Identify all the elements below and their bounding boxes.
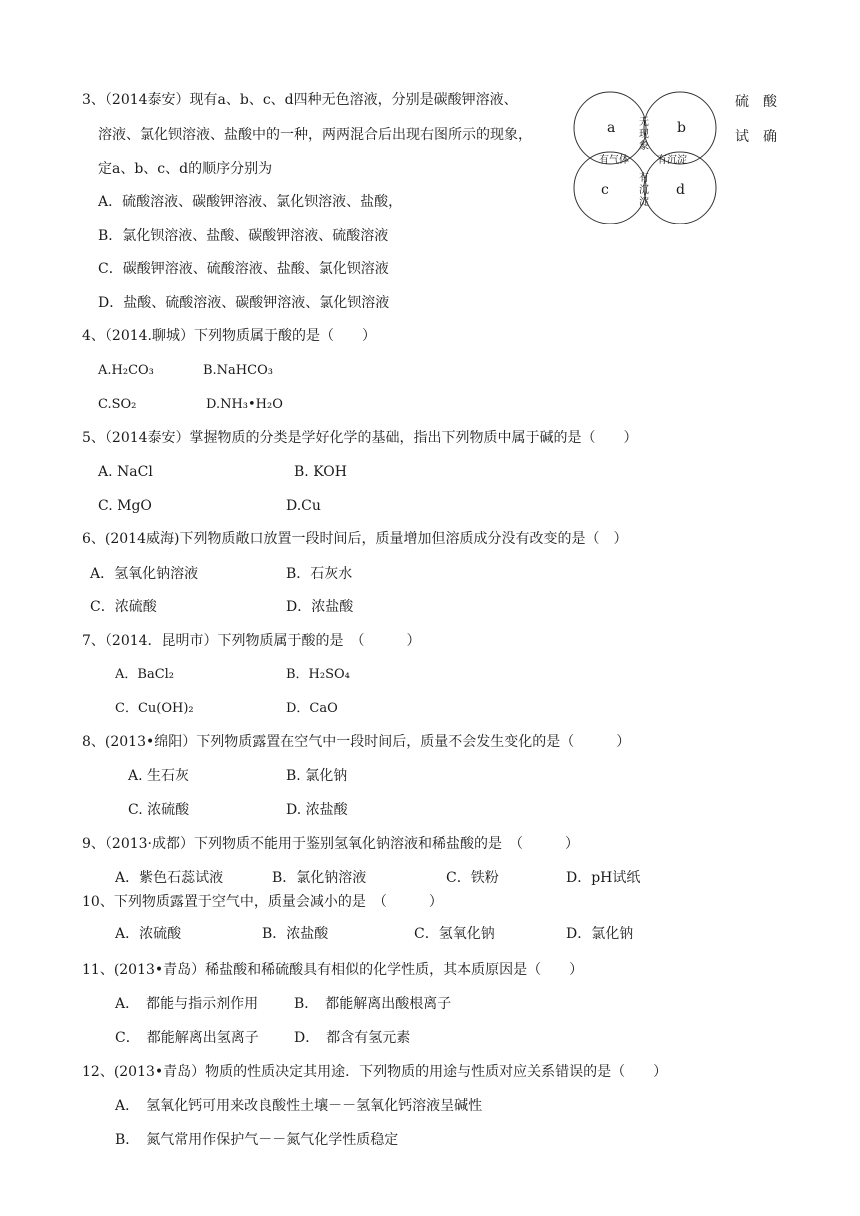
venn-label-a: a: [607, 120, 616, 136]
q10-stem: 10、下列物质露置于空气中，质量会减小的是 （ ）: [82, 894, 443, 910]
q11-stem: 11、(2013•青岛）稀盐酸和稀硫酸具有相似的化学性质，其本质原因是（ ）: [82, 962, 584, 978]
q9-stem: 9、（2013·成都）下列物质不能用于鉴别氢氧化钠溶液和稀盐酸的是 （ ）: [82, 836, 579, 852]
q4-option-c: C.SO₂: [98, 397, 137, 412]
q12-option-b: B． 氮气常用作保护气－－氮气化学性质稳定: [115, 1132, 399, 1148]
q6-option-a: A．氢氧化钠溶液: [90, 566, 199, 582]
venn-bottom-char-2: 沉: [639, 185, 649, 196]
venn-right-label: 有沉淀: [657, 155, 687, 166]
q3-option-a: A．硫酸溶液、碳酸钾溶液、氯化钡溶液、盐酸，: [98, 194, 403, 210]
q3-option-c: C．碳酸钾溶液、硫酸溶液、盐酸、氯化钡溶液: [98, 261, 389, 277]
venn-top-char-2: 现: [639, 129, 649, 140]
q5-option-d: D.Cu: [286, 498, 321, 514]
q12-option-a: A． 氢氧化钙可用来改良酸性土壤－－氢氧化钙溶液呈碱性: [115, 1098, 483, 1114]
venn-label-b: b: [677, 120, 686, 136]
q6-option-b: B．石灰水: [286, 566, 353, 582]
q3-side-text-top: 硫 酸: [735, 94, 777, 110]
q5-stem: 5、（2014泰安）掌握物质的分类是学好化学的基础，指出下列物质中属于碱的是（ ）: [82, 430, 638, 446]
q6-option-c: C．浓硫酸: [90, 599, 157, 615]
venn-label-d: d: [676, 182, 685, 198]
q11-option-a: A． 都能与指示剂作用: [115, 996, 259, 1012]
q7-option-a: A．BaCl₂: [115, 667, 175, 682]
q11-option-b: B． 都能解离出酸根离子: [294, 996, 452, 1012]
venn-top-char-3: 象: [639, 141, 649, 152]
q8-option-d: D. 浓盐酸: [286, 802, 348, 818]
q3-stem-line3: 定a、b、c、d的顺序分别为: [98, 161, 273, 177]
q3-option-d: D．盐酸、硫酸溶液、碳酸钾溶液、氯化钡溶液: [98, 295, 390, 311]
q9-option-c: C．铁粉: [446, 870, 499, 886]
q7-option-b: B．H₂SO₄: [286, 667, 350, 682]
q4-option-a: A.H₂CO₃: [98, 363, 154, 378]
q3-stem-line2: 溶液、氯化钡溶液、盐酸中的一种，两两混合后出现右图所示的现象，: [98, 127, 532, 143]
q9-option-d: D．pH试纸: [566, 870, 641, 886]
q9-option-b: B．氯化钠溶液: [272, 870, 367, 886]
q8-option-c: C. 浓硫酸: [128, 802, 190, 818]
q12-stem: 12、(2013•青岛）物质的性质决定其用途．下列物质的用途与性质对应关系错误的是（ ）: [82, 1064, 668, 1080]
q8-option-a: A. 生石灰: [128, 768, 190, 784]
venn-bottom-char-1: 有: [639, 173, 649, 184]
q3-option-b: B．氯化钡溶液、盐酸、碳酸钾溶液、硫酸溶液: [98, 228, 389, 244]
q7-option-c: C．Cu(OH)₂: [115, 701, 194, 716]
q4-stem: 4、（2014.聊城）下列物质属于酸的是（ ）: [82, 328, 376, 344]
q3-stem-line1: 3、（2014泰安）现有a、b、c、d四种无色溶液，分别是碳酸钾溶液、: [82, 92, 518, 108]
venn-left-label: 有气体: [599, 155, 629, 166]
q10-option-c: C．氢氧化钠: [414, 926, 495, 942]
venn-label-c: c: [601, 182, 609, 198]
q9-option-a: A．紫色石蕊试液: [115, 870, 224, 886]
venn-top-char-1: 无: [639, 117, 649, 128]
q8-stem: 8、(2013•绵阳）下列物质露置在空气中一段时间后，质量不会发生变化的是（ ）: [82, 734, 631, 750]
venn-bottom-char-3: 淀: [639, 197, 649, 208]
q3-side-text-bottom: 试 确: [735, 129, 777, 145]
q7-option-d: D．CaO: [286, 701, 338, 716]
venn-diagram: [568, 88, 724, 224]
q10-option-b: B．浓盐酸: [262, 926, 329, 942]
q10-option-d: D．氯化钠: [566, 926, 634, 942]
q11-option-d: D． 都含有氢元素: [294, 1030, 411, 1046]
q5-option-b: B. KOH: [294, 464, 347, 480]
q8-option-b: B. 氯化钠: [286, 768, 348, 784]
q10-option-a: A．浓硫酸: [115, 926, 182, 942]
q4-option-b: B.NaHCO₃: [203, 363, 273, 378]
q11-option-c: C． 都能解离出氢离子: [115, 1030, 259, 1046]
q5-option-a: A. NaCl: [98, 464, 153, 480]
q6-stem: 6、(2014威海)下列物质敞口放置一段时间后，质量增加但溶质成分没有改变的是（ ）: [82, 531, 628, 547]
q5-option-c: C. MgO: [98, 498, 152, 514]
q7-stem: 7、（2014．昆明市）下列物质属于酸的是 （ ）: [82, 633, 421, 649]
q6-option-d: D．浓盐酸: [286, 599, 354, 615]
q4-option-d: D.NH₃•H₂O: [206, 397, 283, 412]
